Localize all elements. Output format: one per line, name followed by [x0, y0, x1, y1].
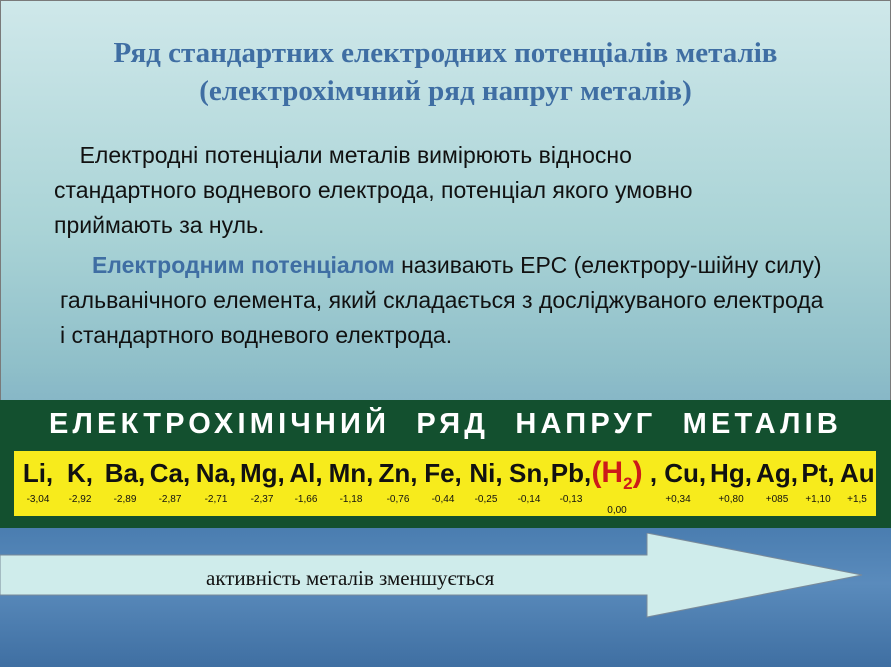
- potential-value: +0,34: [665, 494, 691, 505]
- potential-value: -2,92: [68, 494, 92, 505]
- metal-item: [328, 453, 374, 514]
- metal-symbol: Ca,: [149, 458, 191, 488]
- metal-symbol: Pt,: [801, 458, 835, 488]
- metal-item: [422, 453, 464, 514]
- hydrogen-symbol: $(H_2)$: [591, 456, 643, 493]
- paragraph-2-text: називають ЕРС (електрору-шійну силу) гальванічного елемента, який складається з досліджуваного електрода і стандартного водневого електрода.: [60, 252, 824, 348]
- metal-symbol: K,: [67, 458, 93, 488]
- metal-symbol: Ag,: [756, 458, 798, 488]
- metal-symbol: Ni,: [469, 458, 503, 488]
- title-line-1: Ряд стандартних електродних потенціалів металів: [113, 37, 778, 69]
- potential-value: -2,87: [158, 494, 182, 505]
- potential-value: 0,00: [607, 505, 627, 516]
- metal-symbol: Mg,: [240, 458, 285, 488]
- term-highlight: Електродним потенціалом: [91, 252, 395, 278]
- potential-value: -1,18: [339, 494, 363, 505]
- metal-item: [18, 453, 58, 514]
- metal-item: [376, 453, 420, 514]
- metal-item: [148, 453, 192, 514]
- metal-item: [649, 453, 707, 514]
- paragraph-2: [60, 248, 830, 353]
- metal-item: [61, 453, 99, 514]
- metal-symbol: , Cu,: [649, 458, 707, 488]
- metal-item: [466, 453, 506, 514]
- potential-value: -2,89: [113, 494, 137, 505]
- metal-symbol: Mn,: [328, 458, 374, 488]
- metal-symbol: Al,: [289, 458, 323, 488]
- metal-item: [194, 453, 238, 514]
- metal-item: [286, 453, 326, 514]
- metal-symbol: Na,: [195, 458, 237, 488]
- metal-symbol: Li,: [22, 458, 54, 488]
- potential-value: -0,44: [431, 494, 455, 505]
- metal-item: [709, 453, 753, 514]
- potential-value: -3,04: [26, 494, 50, 505]
- metal-item: [240, 453, 284, 514]
- metal-symbol: Sn,: [509, 458, 550, 488]
- series-title: ЕЛЕКТРОХІМІЧНИЙ РЯД НАПРУГ МЕТАЛІВ: [48, 408, 843, 440]
- potential-value: -1,66: [294, 494, 318, 505]
- title-line-2: (електрохімчний ряд напруг металів): [199, 75, 692, 107]
- potential-value: -0,76: [386, 494, 410, 505]
- metal-symbol: Pb,: [550, 458, 592, 488]
- metal-item: [798, 453, 838, 514]
- paragraph-1: [54, 138, 774, 243]
- potential-value: -2,71: [204, 494, 228, 505]
- potential-value: -0,14: [517, 494, 541, 505]
- metal-symbol: Au: [840, 458, 875, 488]
- arrow-label: активність металів зменшується: [206, 566, 495, 590]
- metal-item: [509, 453, 549, 514]
- potential-value: +085: [765, 494, 789, 505]
- metal-item: [103, 453, 147, 514]
- potential-value: +1,5: [847, 494, 867, 505]
- metal-symbol: Zn,: [378, 458, 418, 488]
- metal-symbol: Fe,: [424, 458, 462, 488]
- metal-item: [591, 453, 643, 514]
- potential-value: -2,37: [250, 494, 274, 505]
- potential-value: +1,10: [805, 494, 831, 505]
- metal-item: [550, 453, 592, 514]
- potential-value: +0,80: [718, 494, 744, 505]
- metal-item: [840, 453, 874, 514]
- metal-series-strip: [14, 451, 876, 516]
- slide-title: [0, 34, 891, 110]
- paragraph-1-text: Електродні потенціали металів вимірюють відносно стандартного водневого електрода, потенціал якого умовно приймають за нуль.: [54, 142, 693, 238]
- potential-value: -0,25: [474, 494, 498, 505]
- potential-value: -0,13: [559, 494, 583, 505]
- metal-item: [756, 453, 798, 514]
- metal-symbol: Hg,: [710, 458, 752, 488]
- metal-symbol: Ba,: [104, 458, 146, 488]
